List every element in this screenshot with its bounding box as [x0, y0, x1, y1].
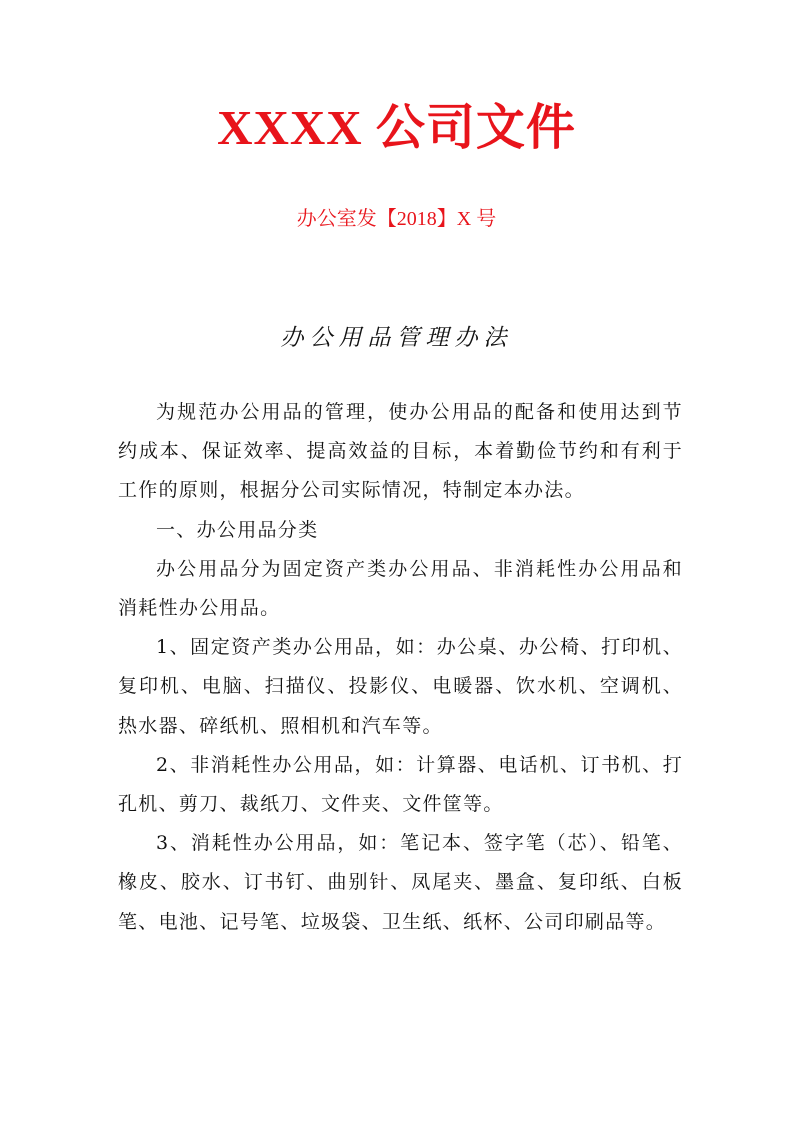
document-subject-title: 办公用品管理办法	[280, 325, 513, 351]
consumable-items-paragraph: 3、消耗性办公用品，如：笔记本、签字笔（芯）、铅笔、橡皮、胶水、订书钉、曲别针、凤尾夹、墨盒、复印纸、白板笔、电池、记号笔、垃圾袋、卫生纸、纸杯、公司印刷品等。	[118, 832, 683, 933]
document-body	[118, 393, 683, 942]
section-heading-classification: 一、办公用品分类	[156, 518, 319, 541]
fixed-asset-items-paragraph: 1、固定资产类办公用品，如：办公桌、办公椅、打印机、复印机、电脑、扫描仪、投影仪、电暖器、饮水机、空调机、热水器、碎纸机、照相机和汽车等。	[118, 636, 683, 737]
non-consumable-items-paragraph: 2、非消耗性办公用品，如：计算器、电话机、订书机、打孔机、剪刀、裁纸刀、文件夹、文件筐等。	[118, 753, 683, 816]
document-header-title: XXXX 公司文件	[217, 100, 576, 155]
intro-paragraph: 为规范办公用品的管理，使办公用品的配备和使用达到节约成本、保证效率、提高效益的目标，本着勤俭节约和有利于工作的原则，根据分公司实际情况，特制定本办法。	[118, 401, 683, 502]
document-number: 办公室发【2018】X 号	[296, 208, 497, 230]
classification-paragraph: 办公用品分为固定资产类办公用品、非消耗性办公用品和消耗性办公用品。	[118, 557, 683, 620]
